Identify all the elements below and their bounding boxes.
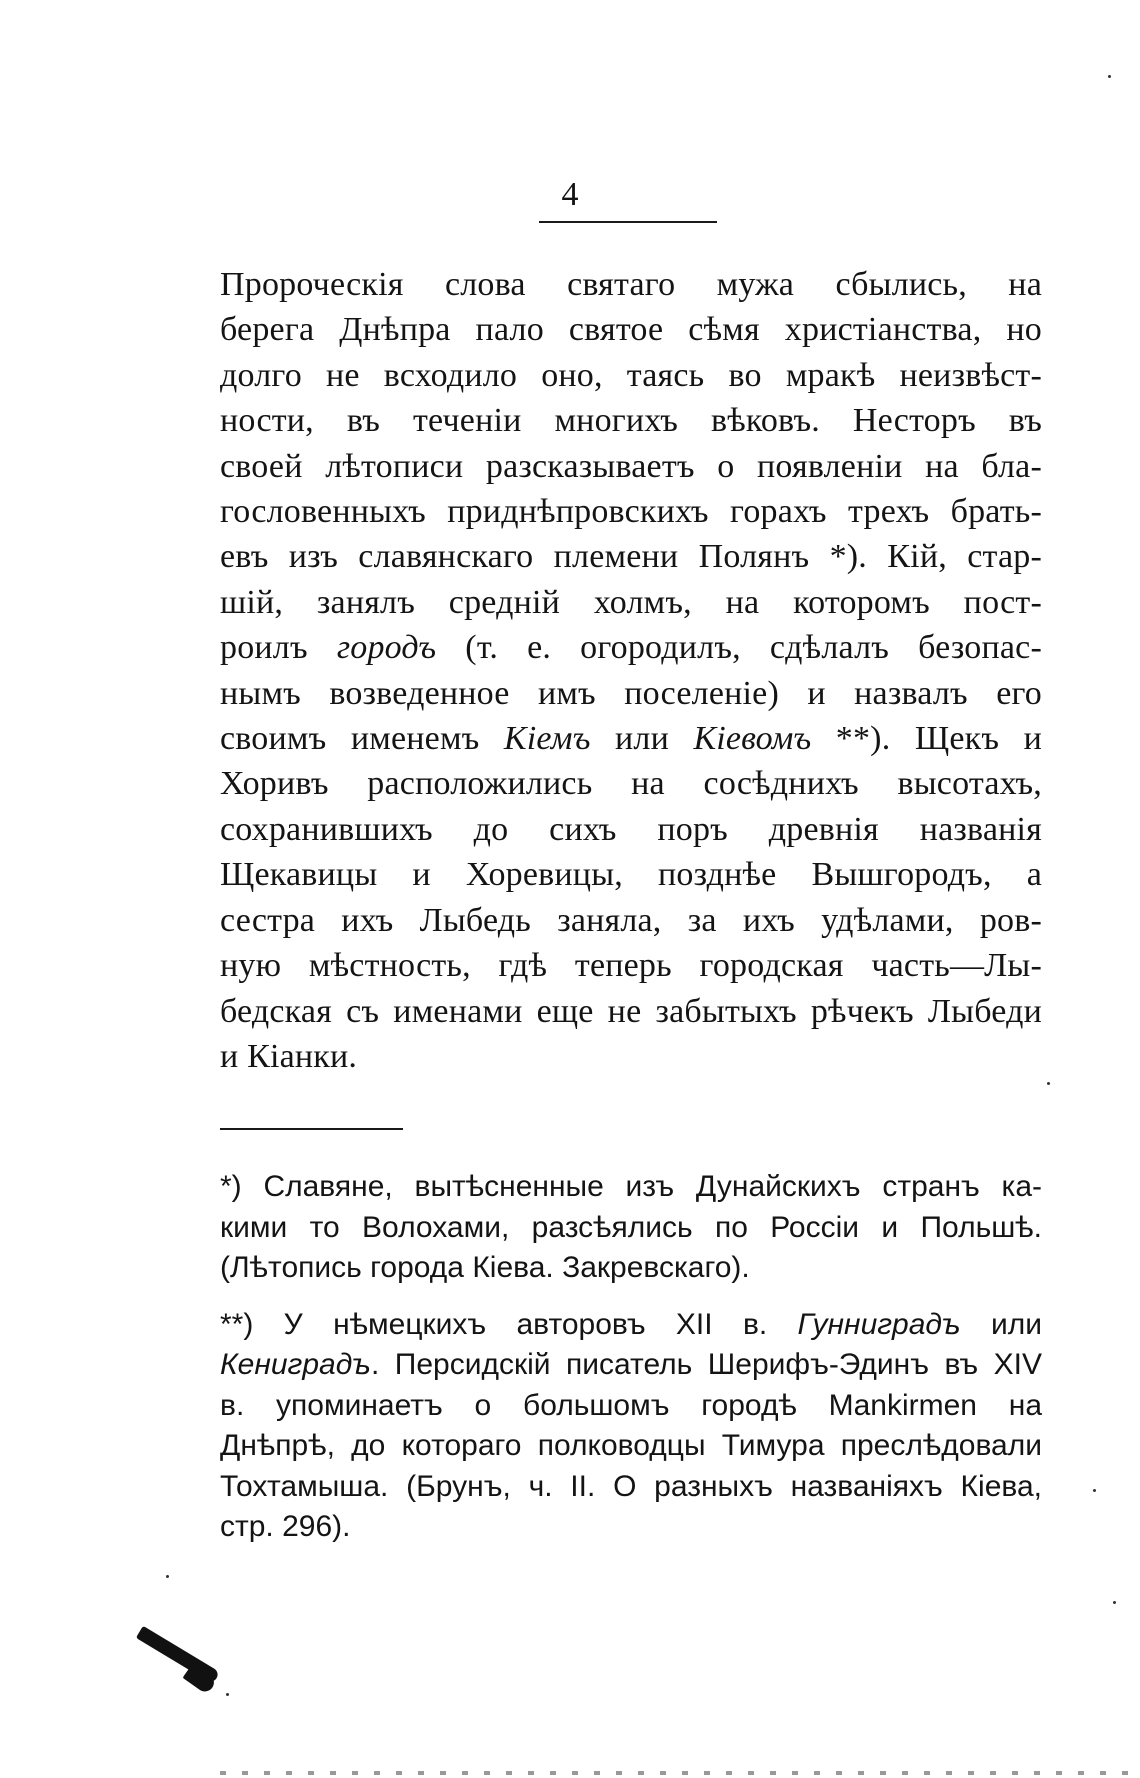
text-line <box>220 989 1042 1034</box>
text-line <box>220 580 1042 625</box>
text-line <box>220 262 1042 307</box>
footnote <box>220 1305 1042 1548</box>
text-line <box>220 353 1042 398</box>
footnote-separator <box>220 1128 403 1130</box>
page-edge-noise <box>220 1771 1140 1775</box>
speck <box>166 1575 169 1578</box>
text-line <box>220 716 1042 761</box>
text-line <box>220 307 1042 352</box>
text-run: и Кіанки. <box>220 1037 358 1075</box>
text-run: нымъ возведенное имъ поселеніе) и назвалъ его <box>220 674 1042 712</box>
footnote-line <box>220 1208 1042 1249</box>
speck <box>1047 1082 1050 1085</box>
footnote-line <box>220 1467 1042 1508</box>
text-run: Щекавицы и Хоревицы, позднѣе Вышгородъ, а <box>220 856 1042 894</box>
text-line <box>220 761 1042 806</box>
text-run: или <box>960 1307 1042 1341</box>
text-run: гословенныхъ приднѣпровскихъ горахъ трехъ брать- <box>220 493 1042 531</box>
footnote-line <box>220 1507 1042 1548</box>
text-run: Днѣпрѣ, до котораго полководцы Тимура преслѣдовали <box>220 1429 1042 1462</box>
text-line <box>220 1034 1042 1079</box>
text-run: своей лѣтописи разсказываетъ о появленіи на бла- <box>220 447 1042 485</box>
italic-text: Кіемъ <box>503 720 591 758</box>
text-line <box>220 534 1042 579</box>
page-number: 4 <box>561 176 579 213</box>
text-run: Пророческія слова святаго мужа сбылись, на <box>220 266 1042 303</box>
text-line <box>220 625 1042 670</box>
text-run: стр. 296). <box>220 1510 351 1543</box>
text-run: Тохтамыша. (Брунъ, ч. II. О разныхъ названіяхъ Кіева, <box>220 1469 1042 1503</box>
text-run: Хоривъ расположились на сосѣднихъ высотахъ, <box>220 765 1042 803</box>
text-run: ную мѣстность, гдѣ теперь городская часть—Лы- <box>220 947 1042 985</box>
footnote-line <box>220 1167 1042 1208</box>
footnote-line <box>220 1248 1042 1289</box>
text-run: своимъ именемъ <box>220 720 504 758</box>
speck <box>1113 1601 1116 1604</box>
text-line <box>220 671 1042 716</box>
footnotes <box>220 1167 1042 1564</box>
text-run: шій, занялъ средній холмъ, на которомъ пост- <box>220 583 1042 621</box>
footnote-line <box>220 1345 1042 1386</box>
text-run: роилъ <box>220 629 337 667</box>
speck <box>1093 1489 1096 1492</box>
italic-text: Кіевомъ <box>693 720 812 758</box>
italic-text: городъ <box>336 629 437 667</box>
text-run: (т. е. огородилъ, сдѣлалъ безопас- <box>436 629 1042 667</box>
text-run: евъ изъ славянскаго племени Полянъ *). Кій, стар- <box>220 538 1042 576</box>
text-run: в. упоминаетъ о большомъ городѣ Mankirmen на <box>220 1388 1042 1422</box>
text-line <box>220 943 1042 988</box>
text-run: или <box>590 720 694 758</box>
text-run: **). Щекъ и <box>811 720 1043 758</box>
footnote <box>220 1167 1042 1289</box>
main-text <box>220 262 1042 1079</box>
text-run: сестра ихъ Лыбедь заняла, за ихъ удѣлами, ров- <box>220 901 1042 939</box>
speck <box>226 1693 229 1696</box>
text-line <box>220 489 1042 534</box>
header-rule <box>539 221 717 223</box>
italic-text: Кенигpадъ <box>220 1348 371 1381</box>
text-run: бедская съ именами еще не забытыхъ рѣчекъ Лыбеди <box>220 992 1042 1030</box>
text-line <box>220 807 1042 852</box>
text-run: ности, въ теченіи многихъ вѣковъ. Несторъ въ <box>220 402 1042 440</box>
text-run: **) У нѣмецкихъ авторовъ XII в. <box>220 1307 798 1341</box>
text-line <box>220 398 1042 443</box>
footnote-line <box>220 1426 1042 1467</box>
text-run: . Персидскій писатель Шерифъ-Эдинъ въ XIV <box>370 1348 1042 1381</box>
text-run: берега Днѣпра пало святое сѣмя христіанства, но <box>220 311 1042 349</box>
footnote-line <box>220 1305 1042 1346</box>
speck <box>1108 75 1111 78</box>
text-run: кими то Волохами, разсѣялись по Россіи и Польшѣ. <box>220 1210 1042 1244</box>
text-line <box>220 898 1042 943</box>
text-run: *) Славяне, вытѣсненные изъ Дунайскихъ странъ ка- <box>220 1170 1042 1203</box>
text-run: долго не всходило оно, таясь во мракѣ неизвѣст- <box>220 356 1042 394</box>
text-run: сохранившихъ до сихъ поръ древнія названія <box>220 810 1042 848</box>
text-line <box>220 852 1042 897</box>
text-run: (Лѣтопись города Кіева. Закревскаго). <box>220 1251 750 1284</box>
text-line <box>220 444 1042 489</box>
footnote-line <box>220 1386 1042 1427</box>
italic-text: Гуннигpадъ <box>797 1307 961 1341</box>
